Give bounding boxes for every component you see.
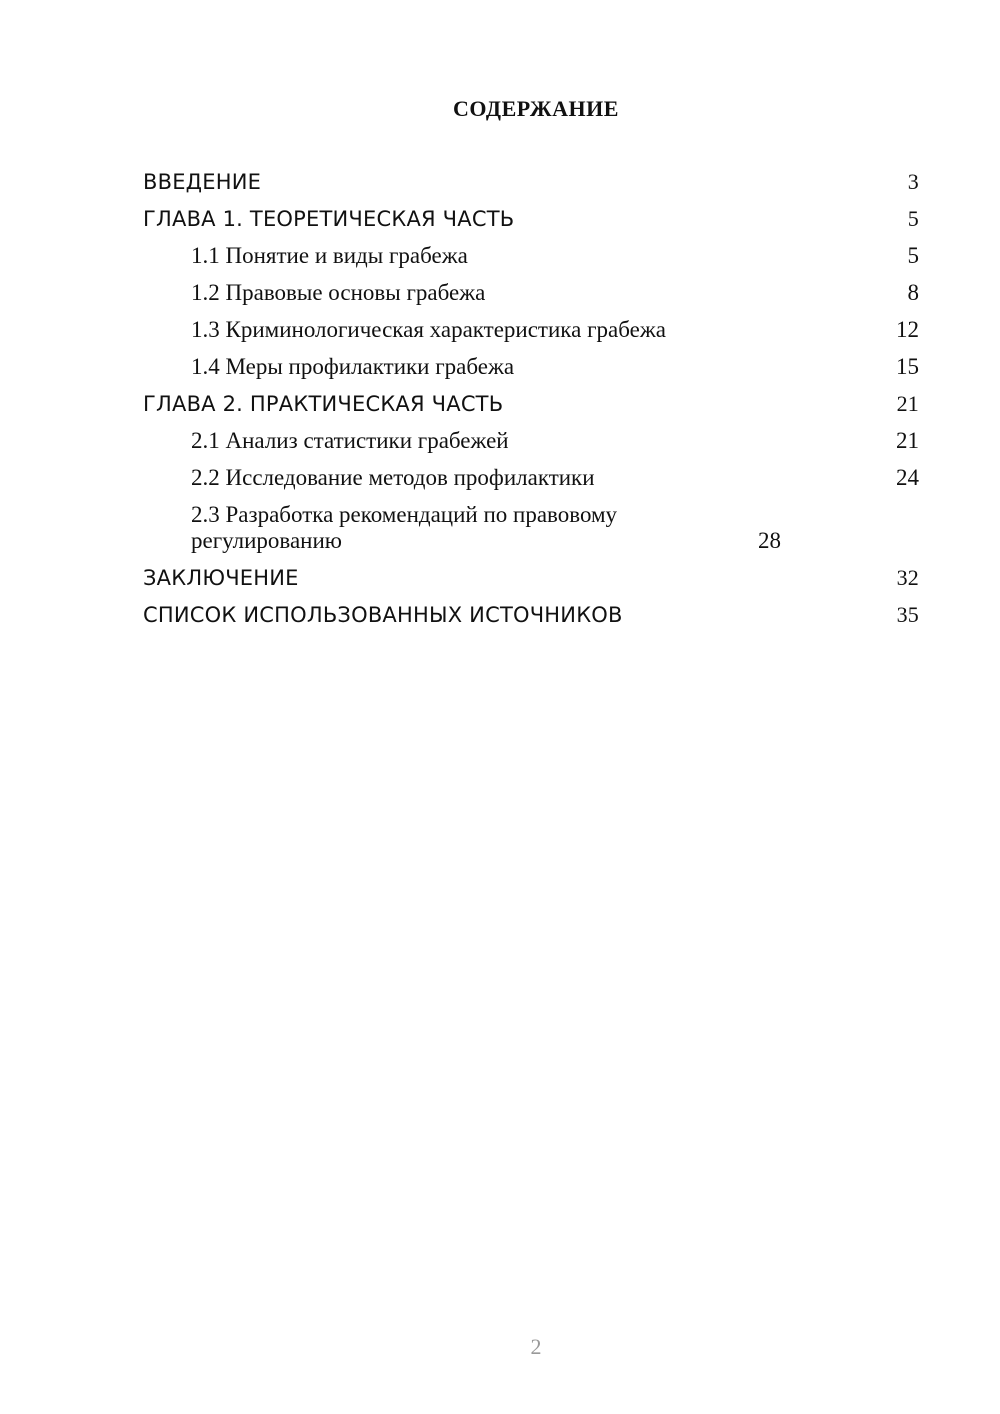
toc-entry-label: 1.3 Криминологическая характеристика грабежа — [191, 317, 666, 342]
toc-entry-page: 15 — [896, 354, 919, 379]
toc-entry-chapter-1[interactable] — [143, 206, 919, 232]
toc-entry-references[interactable] — [143, 602, 919, 628]
toc-entry-label: 1.1 Понятие и виды грабежа — [191, 243, 468, 268]
toc-entry-label: ВВЕДЕНИЕ — [143, 170, 262, 194]
page-title: СОДЕРЖАНИЕ — [453, 96, 619, 121]
toc-entry-page: 5 — [907, 243, 919, 268]
toc-entry-page: 24 — [896, 465, 919, 490]
toc-entry-section-2-2[interactable] — [143, 465, 919, 491]
toc-entry-page: 5 — [907, 206, 919, 231]
toc-entry-section-1-3[interactable] — [143, 317, 919, 343]
toc-entry-section-1-4[interactable] — [143, 354, 919, 380]
toc-entry-page: 12 — [896, 317, 919, 342]
toc-entry-section-1-2[interactable] — [143, 280, 919, 306]
toc-entry-page: 8 — [907, 280, 919, 305]
toc-entry-page: 32 — [896, 565, 919, 590]
toc-entry-section-2-3[interactable] — [143, 502, 919, 554]
toc-entry-label: ЗАКЛЮЧЕНИЕ — [143, 566, 299, 590]
toc-entry-chapter-2[interactable] — [143, 391, 919, 417]
toc-entry-label: 2.3 Разработка рекомендаций по правовому регулированию — [191, 502, 618, 553]
toc-entry-label: ГЛАВА 1. ТЕОРЕТИЧЕСКАЯ ЧАСТЬ — [143, 207, 515, 231]
toc-entry-page: 3 — [907, 169, 919, 194]
toc-entry-page: 21 — [896, 391, 919, 416]
toc-entry-page: 28 — [758, 528, 781, 553]
toc-entry-page: 35 — [896, 602, 919, 627]
toc-entry-section-2-1[interactable] — [143, 428, 919, 454]
toc-entry-label: 1.4 Меры профилактики грабежа — [191, 354, 515, 379]
toc-entry-conclusion[interactable] — [143, 565, 919, 591]
toc-entry-label: ГЛАВА 2. ПРАКТИЧЕСКАЯ ЧАСТЬ — [143, 392, 504, 416]
page-number: 2 — [530, 1334, 542, 1359]
toc-entry-label: 2.2 Исследование методов профилактики — [191, 465, 595, 490]
toc-entry-page: 21 — [896, 428, 919, 453]
toc-entry-label: СПИСОК ИСПОЛЬЗОВАННЫХ ИСТОЧНИКОВ — [143, 603, 623, 627]
toc-entry-section-1-1[interactable] — [143, 243, 919, 269]
table-of-contents — [143, 169, 919, 639]
toc-entry-label: 1.2 Правовые основы грабежа — [191, 280, 486, 305]
toc-entry-label: 2.1 Анализ статистики грабежей — [191, 428, 509, 453]
toc-entry-introduction[interactable] — [143, 169, 919, 195]
